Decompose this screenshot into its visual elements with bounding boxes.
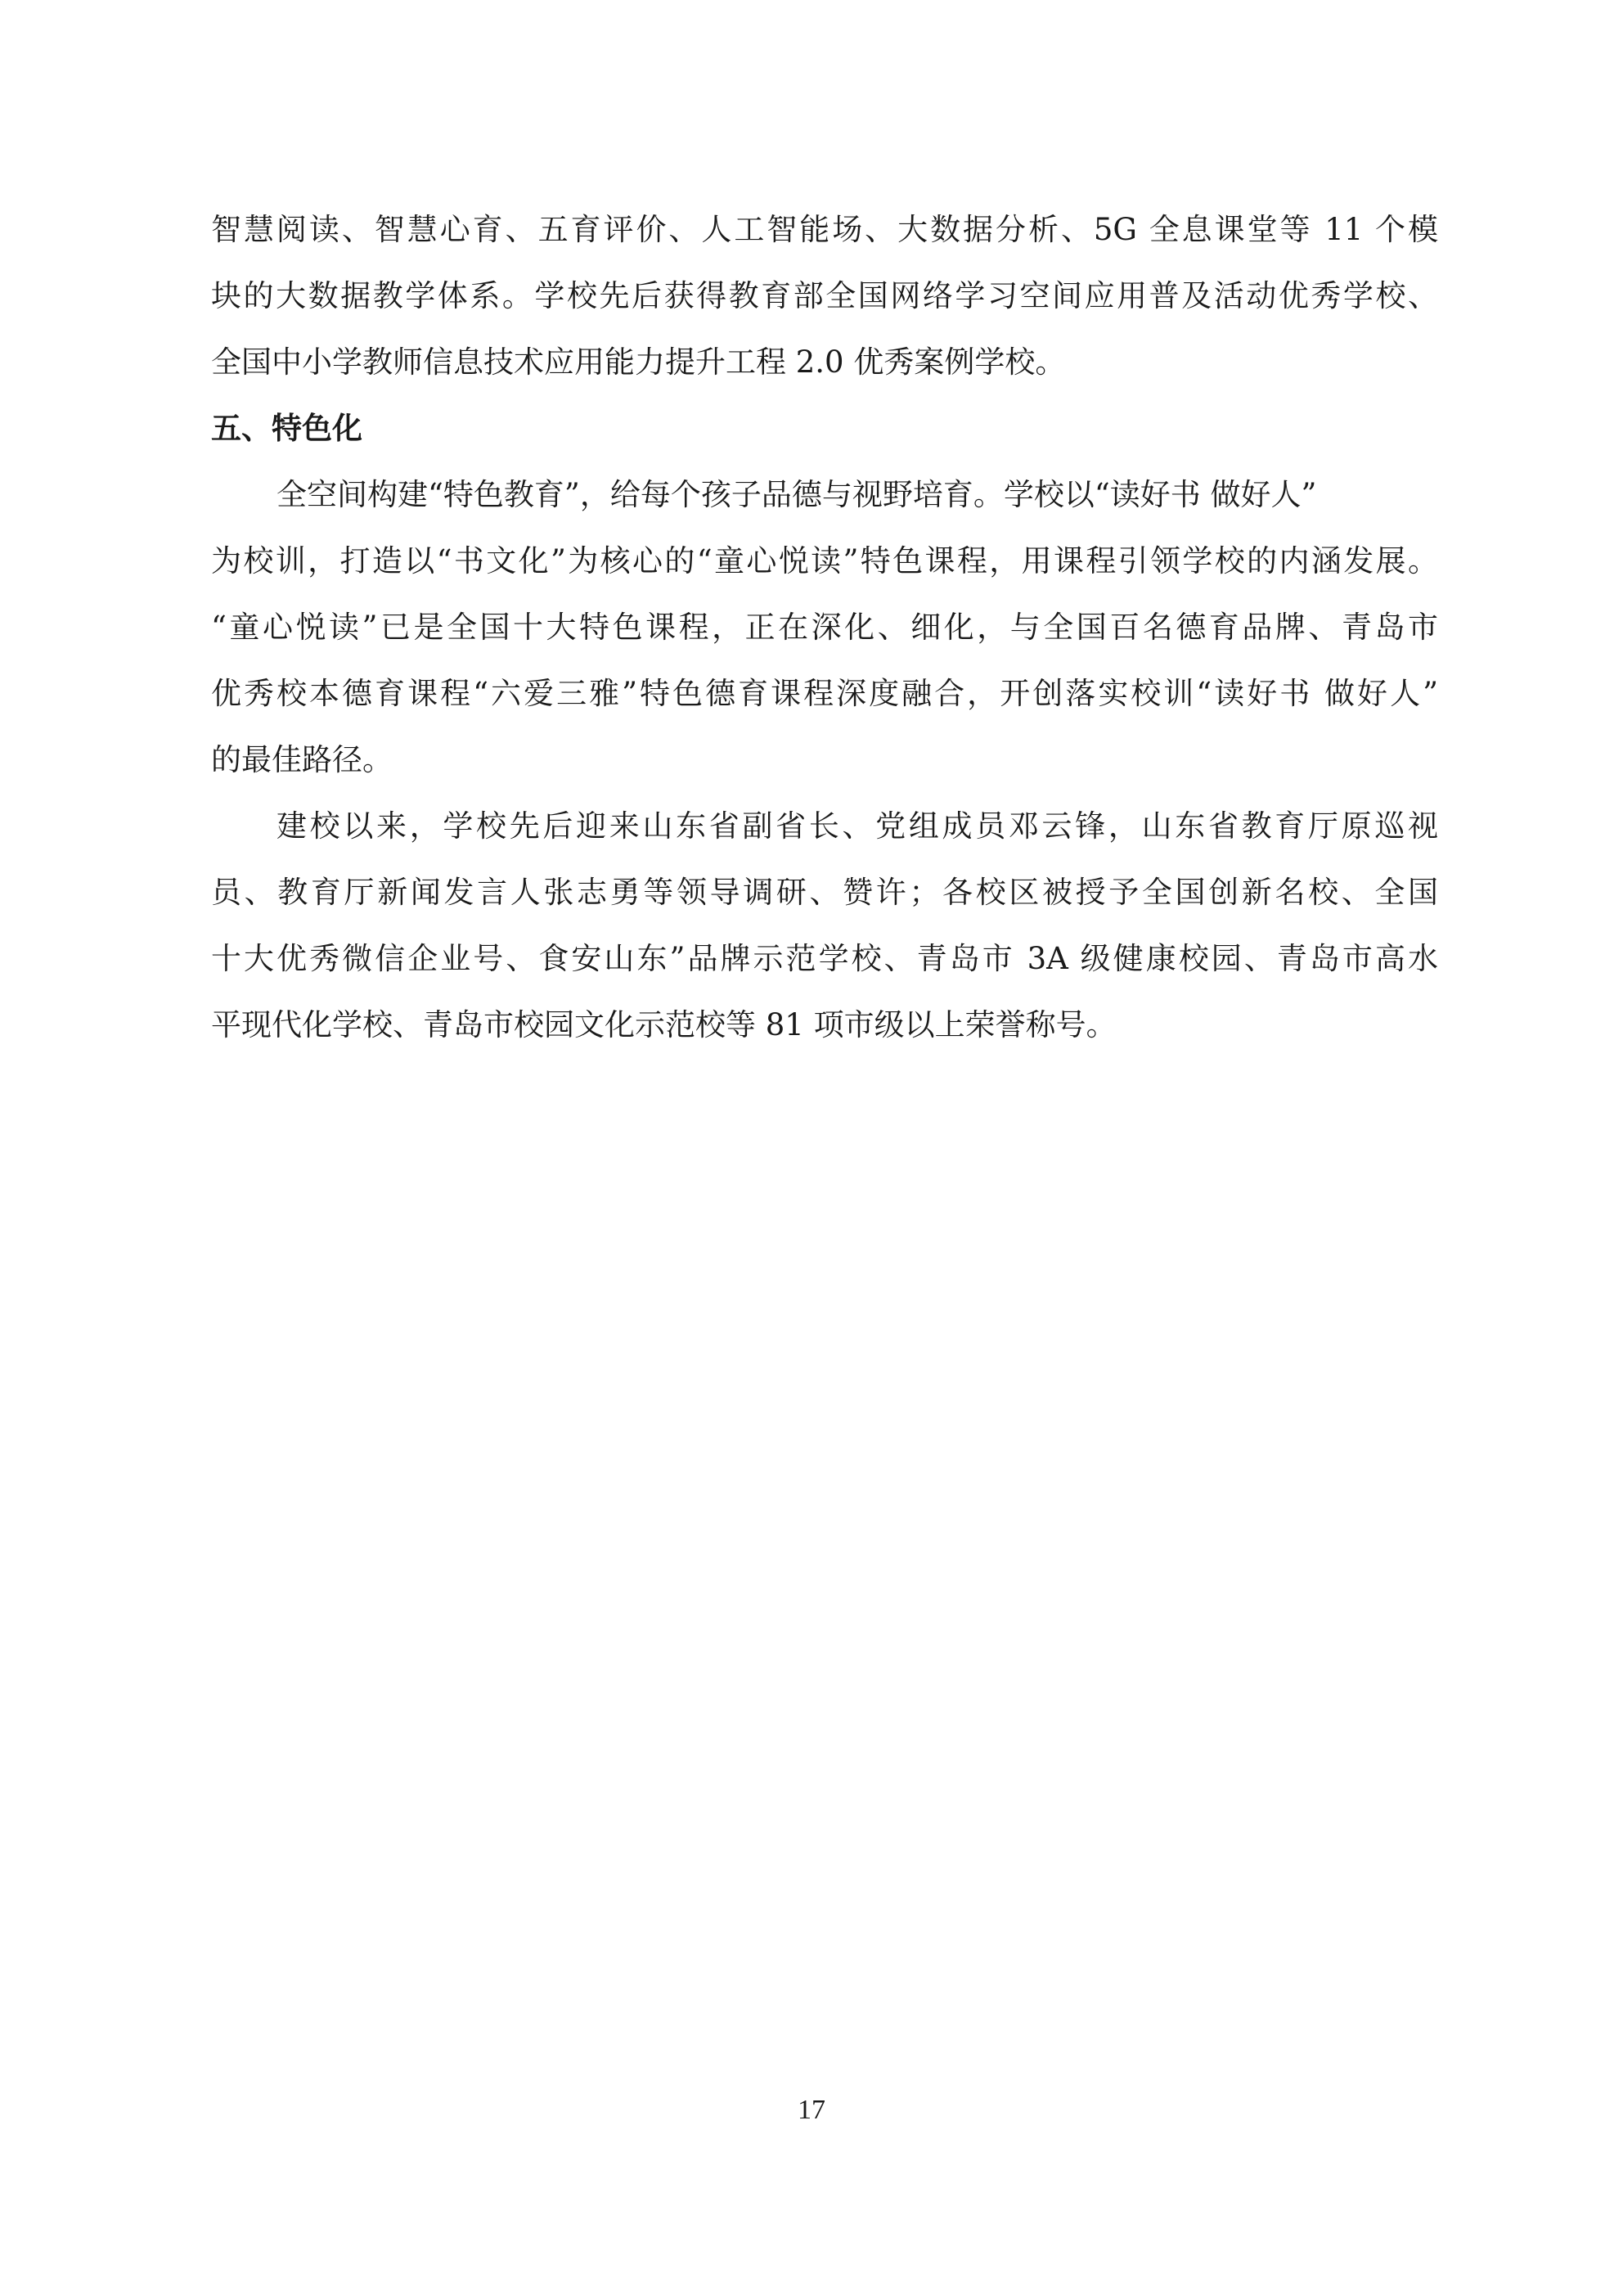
text-line: 十大优秀微信企业号、食安山东”品牌示范学校、青岛市 3A 级健康校园、青岛市高水 <box>211 941 1438 976</box>
text-line: 优秀校本德育课程“六爱三雅”特色德育课程深度融合，开创落实校训“读好书 做好人” <box>211 676 1438 711</box>
text-line: 全空间构建“特色教育”，给每个孩子品德与视野培育。学校以“读好书 做好人” <box>276 477 1317 512</box>
text-line: 智慧阅读、智慧心育、五育评价、人工智能场、大数据分析、5G 全息课堂等 11 个模 <box>211 212 1438 247</box>
text-line: 平现代化学校、青岛市校园文化示范校等 81 项市级以上荣誉称号。 <box>211 1007 1117 1042</box>
text-line: 员、教育厅新闻发言人张志勇等领导调研、赞许；各校区被授予全国创新名校、全国 <box>211 875 1438 910</box>
section-paragraph-1 <box>211 461 1438 793</box>
text-line: 全国中小学教师信息技术应用能力提升工程 2.0 优秀案例学校。 <box>211 344 1066 380</box>
page-number: 17 <box>798 2095 825 2125</box>
text-line: “童心悦读”已是全国十大特色课程，正在深化、细化，与全国百名德育品牌、青岛市 <box>211 610 1438 645</box>
text-line: 为校训，打造以“书文化”为核心的“童心悦读”特色课程，用课程引领学校的内涵发展。 <box>211 543 1438 579</box>
continuation-paragraph <box>211 196 1438 395</box>
text-line: 建校以来，学校先后迎来山东省副省长、党组成员邓云锋，山东省教育厅原巡视 <box>276 808 1438 844</box>
text-line: 块的大数据教学体系。学校先后获得教育部全国网络学习空间应用普及活动优秀学校、 <box>211 278 1438 313</box>
section-heading: 五、特色化 <box>211 411 362 446</box>
text-line: 的最佳路径。 <box>211 742 393 777</box>
page-content <box>211 196 1438 1058</box>
section-paragraph-2 <box>211 793 1438 1058</box>
